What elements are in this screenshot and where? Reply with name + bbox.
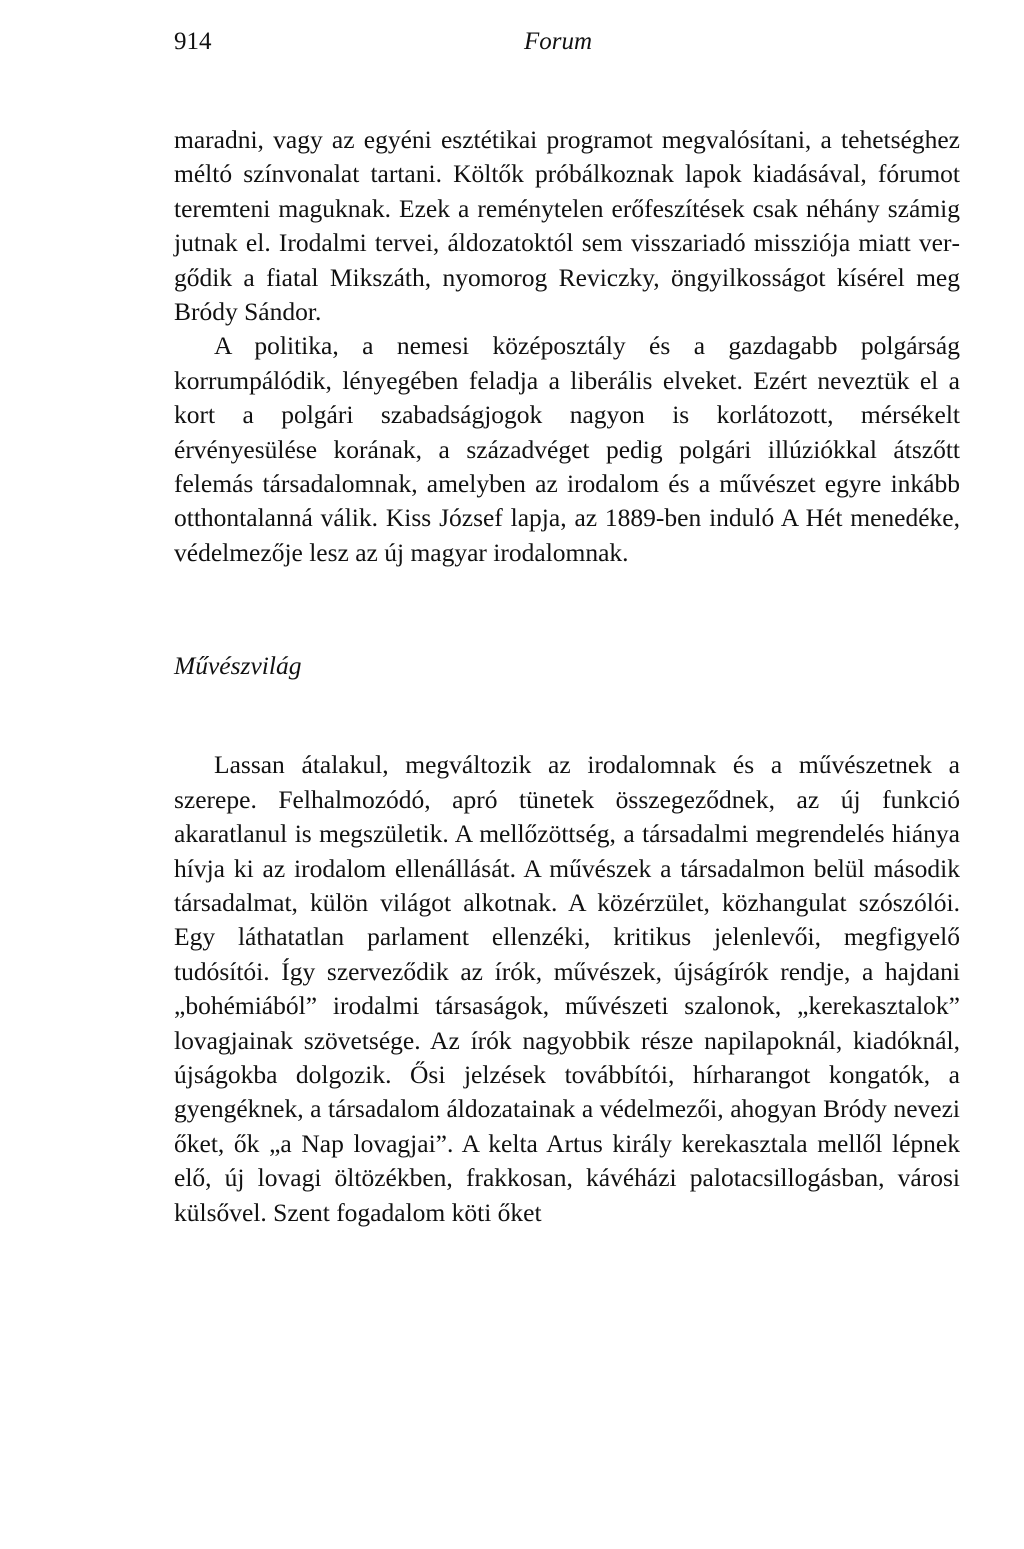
section-heading: Művészvilág <box>174 651 302 681</box>
book-page <box>174 28 960 1230</box>
section-body <box>174 748 960 1230</box>
page-number: 914 <box>174 28 212 55</box>
paragraph-continued: maradni, vagy az egyéni esztétikai programot megvalósítani, a tehetséghez méltó színvonalat tartani. Költők próbálkoznak lapok kiadásával, fórumot teremteni maguknak. Ezek a reménytelen erőfeszítések csak néhány számig jutnak el. Irodalmi tervei, áldozatoktól sem visszariadó missziója miatt vergődik a fiatal Mikszáth, nyomorog Reviczky, öngyilkosságot kísérel meg Bródy Sándor. <box>174 125 960 327</box>
running-head <box>174 28 960 68</box>
paragraph-politics: A politika, a nemesi középosztály és a gazdagabb polgárság korrumpálódik, lényegében feladja a liberális elveket. Ezért neveztük el a kort a polgári szabadságjogok nagyon is korlátozott, mérsékelt érvényesülése korának, a századvéget pedig polgári illúziókkal átszőtt felemás társadalomnak, amelyben az irodalom és a művészet egyre inkább otthontalanná válik. Kiss József lapja, az 1889-ben induló A Hét menedéke, védelmezője lesz az új magyar irodalomnak. <box>174 331 960 567</box>
running-title: Forum <box>524 28 593 55</box>
paragraph-artists: Lassan átalakul, megváltozik az irodalomnak és a művészetnek a szerepe. Felhalmozódó, apró tünetek összegeződnek, az új funkció akaratlanul is megszületik. A mellőzöttség, a társadalmi megrendelés hiánya hívja ki az irodalom ellenállását. A művészek a társadalmon belül második társadalmat, külön világot alkotnak. A közérzület, közhangulat szószólói. Egy láthatatlan parlament ellenzéki, kritikus jelenlevői, megfigyelő tudósítói. Így szerveződik az írók, művészek, újságírók rendje, a hajdani „bohémiából” irodalmi társaságok, művészeti szalonok, „kerekasztalok” lovagjainak szövetsége. Az írók nagyobbik része napilapoknál, kiadóknál, újságokba dolgozik. Ősi jelzések továbbítói, hírharangot kongatók, a gyengéknek, a társadalom áldozatainak a védelmezői, ahogyan Bródy nevezi őket, ők „a Nap lovagjai”. A kelta Artus király kerekasztala mellől lépnek elő, új lovagi öltözékben, frakkosan, kávéházi palotacsillogásban, városi külsővel. Szent fogadalom köti őket <box>174 750 960 1227</box>
body-text <box>174 123 960 570</box>
